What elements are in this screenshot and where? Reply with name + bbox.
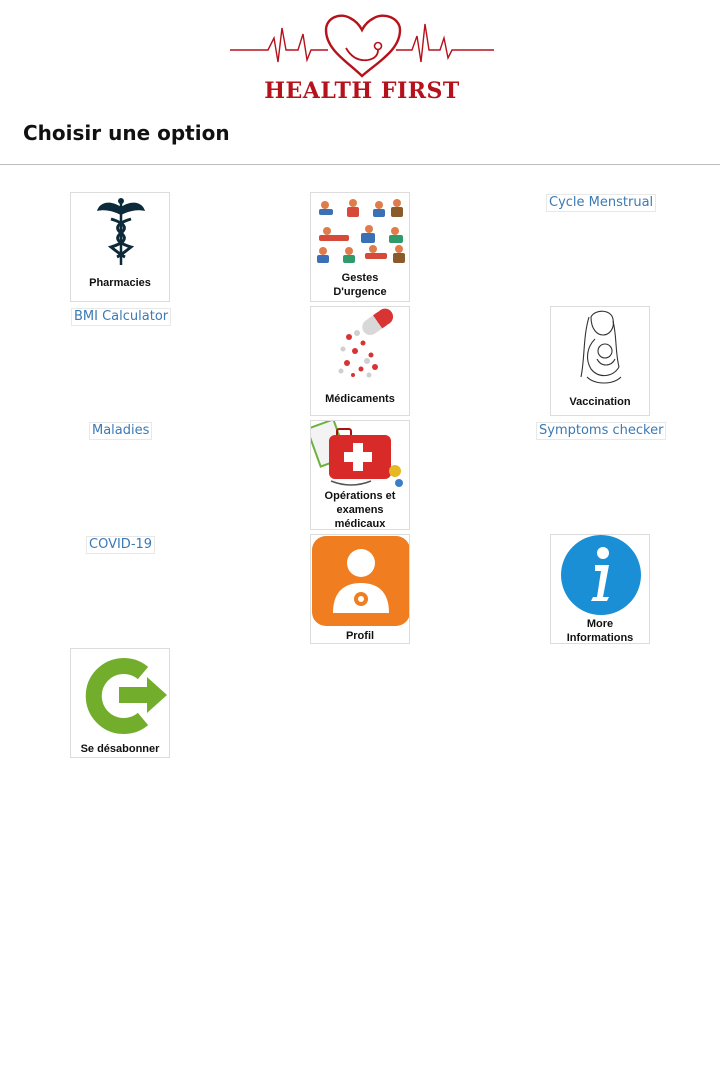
symptoms-checker-link[interactable]: Symptoms checker <box>536 422 666 440</box>
pharmacies-tile[interactable] <box>70 192 170 302</box>
medicaments-tile[interactable] <box>310 306 410 416</box>
medicaments-label: Médicaments <box>325 393 395 405</box>
logout-arrow-icon <box>71 649 170 737</box>
info-icon <box>551 535 650 619</box>
medical-kit-icon <box>311 421 410 493</box>
cycle-menstrual-link[interactable]: Cycle Menstrual <box>546 194 656 212</box>
pharmacies-label: Pharmacies <box>89 277 151 289</box>
more-information-label-line2: Informations <box>566 632 634 644</box>
gestes-urgence-tile[interactable] <box>310 192 410 302</box>
bmi-calculator-link[interactable]: BMI Calculator <box>71 308 171 326</box>
vaccination-label: Vaccination <box>569 396 631 408</box>
page-title: Choisir une option <box>23 121 230 145</box>
more-information-label-line1: More <box>586 618 614 630</box>
caduceus-icon <box>71 193 170 273</box>
first-aid-people-icon <box>311 193 410 268</box>
unsubscribe-tile[interactable] <box>70 648 170 758</box>
user-profile-icon <box>311 535 410 629</box>
gestes-label-line2: D'urgence <box>333 286 387 298</box>
maladies-link[interactable]: Maladies <box>89 422 152 440</box>
mother-child-icon <box>551 307 650 392</box>
health-first-logo <box>228 10 496 106</box>
operations-label-line1: Opérations et <box>324 490 396 502</box>
profil-tile[interactable] <box>310 534 410 644</box>
operations-tile[interactable] <box>310 420 410 530</box>
profil-label: Profil <box>345 630 375 642</box>
heartbeat-heart-icon <box>228 10 496 80</box>
divider <box>0 164 720 165</box>
gestes-label-line1: Gestes <box>341 272 379 284</box>
pills-icon <box>311 307 410 387</box>
more-information-tile[interactable] <box>550 534 650 644</box>
vaccination-tile[interactable] <box>550 306 650 416</box>
operations-label-line3: médicaux <box>334 518 386 530</box>
operations-label-line2: examens <box>336 504 384 516</box>
covid-19-link[interactable]: COVID-19 <box>86 536 155 554</box>
logo-text: HEALTH FIRST <box>264 78 460 104</box>
unsubscribe-label: Se désabonner <box>80 743 160 755</box>
